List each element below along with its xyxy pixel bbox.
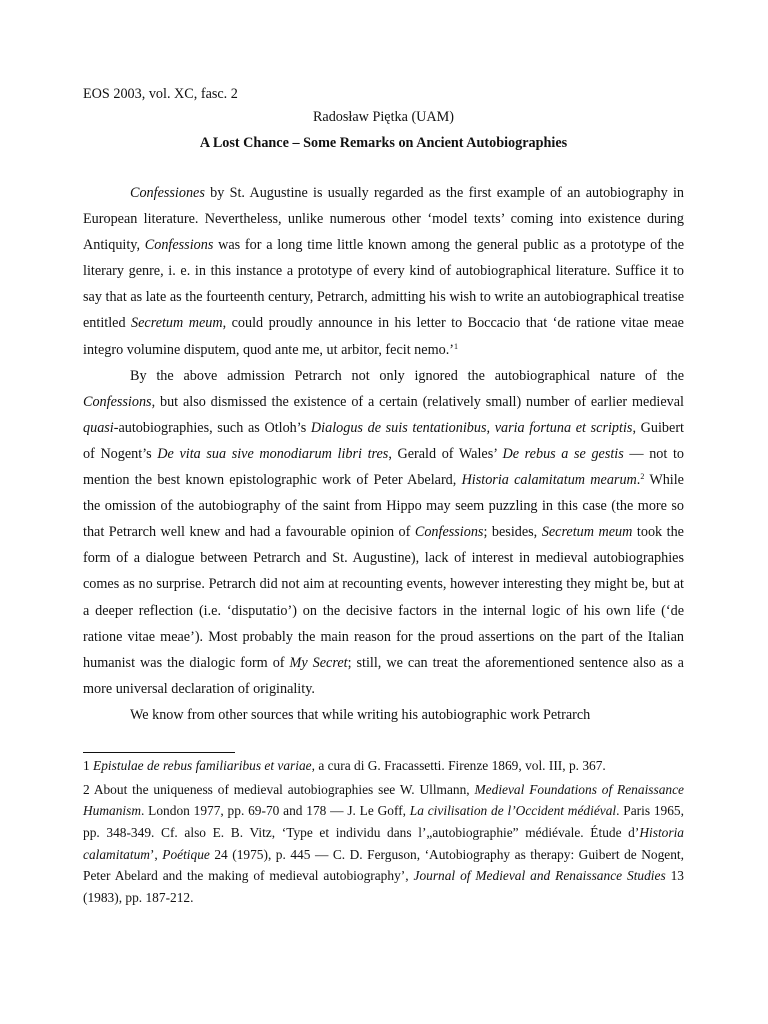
footnote-1 <box>83 755 684 777</box>
footnote-text: La civilisation de l’Occident médiéval <box>409 803 617 819</box>
paragraph-text: Dialogus de suis tentationibus, varia fortuna et scriptis <box>310 419 633 436</box>
paragraph-text: , Gerald of Wales’ <box>388 445 503 462</box>
paragraph-text: By the above admission Petrarch not only ignored the autobiographical nature of the <box>130 367 684 384</box>
paragraph-text: Secretum meum <box>131 315 223 332</box>
paragraph-text: . <box>636 472 641 489</box>
paragraph-text: , Guibert of Nogent’s <box>83 419 684 462</box>
paragraph-text: We know from other sources that while writing his autobiographic work Petrarch <box>130 706 591 723</box>
footnote-text: 13 (1983), pp. 187-212. <box>83 868 684 906</box>
paragraph-text: While the omission of the autobiography of the saint from Hippo may seem puzzling in this case (the more so that Petrarch well knew and had a favourable opinion of <box>83 472 684 541</box>
paragraph-1 <box>83 180 684 363</box>
paragraph-text: Confessions <box>144 237 214 254</box>
paragraph-text: Confessiones <box>130 185 205 201</box>
paragraph-text: Confessions <box>414 524 484 541</box>
paragraph-text: -autobiographies, such as Otloh’s <box>113 419 311 436</box>
footnote-text: 1 <box>83 757 94 773</box>
paragraph-text: was for a long time little known among the general public as a prototype of the literary genre, i. e. in this instance a prototype of every kind of autobiographical literature. Suffice it to say that as late as the fourteenth century, Petrarch, admitting his wish to write an autobiographical treatise entitled <box>83 237 685 332</box>
footnote-text: Journal of Medieval and Renaissance Studies <box>413 868 666 884</box>
footnote-ref-1[interactable]: 1 <box>453 341 458 351</box>
paragraph-text: took the form of a dialogue between Petrarch and St. Augustine), lack of interest in medieval autobiographies comes as no surprise. Petrarch did not aim at recounting events, however interesting they might be, but at a deeper reflection (i.e. ‘disputatio’) on the decisive factors in the internal logic of his own life (‘de ratione vitae meae’). Most probably the main reason for the proud assertions on the part of the Italian humanist was the dialogic form of <box>83 524 684 671</box>
footnotes <box>83 755 684 909</box>
footnote-text: . London 1977, pp. 69-70 and 178 — J. Le Goff, <box>141 803 410 819</box>
footnote-text: ’, <box>149 846 163 862</box>
footnote-2 <box>83 779 684 909</box>
paragraph-text: by St. Augustine is usually regarded as the first example of an autobiography in European literature. Nevertheless, unlike numerous other ‘model texts’ coming into existence during Antiquity, <box>83 185 684 254</box>
footnote-text: Historia calamitatum <box>83 825 684 862</box>
paragraph-2 <box>83 363 684 702</box>
article-title: A Lost Chance – Some Remarks on Ancient Autobiographies <box>199 135 568 151</box>
paragraph-text: quasi <box>83 419 114 436</box>
paragraph-text: De rebus a se gestis <box>502 445 624 462</box>
paragraph-text: Confessions <box>83 393 152 410</box>
footnote-text: Epistulae de rebus familiaribus et variae <box>93 757 312 773</box>
footnote-text: Medieval Foundations of Renaissance Humanism <box>83 781 684 819</box>
footnote-text: 24 (1975), p. 445 — C. D. Ferguson, ‘Autobiography as therapy: Guibert de Nogent, Peter Abelard and the making of medieval autobiography’, <box>83 846 684 884</box>
footnote-text: 2 About the uniqueness of medieval autobiographies see W. Ullmann, <box>83 781 475 797</box>
paragraph-text: ; still, we can treat the aforementioned sentence also as a more universal declaration of originality. <box>83 654 684 697</box>
footnote-text: Poétique <box>162 846 210 862</box>
footnote-text: , a cura di G. Fracassetti. Firenze 1869, vol. III, p. 367. <box>311 757 606 773</box>
paragraph-text: Secretum meum <box>541 524 633 541</box>
paragraph-text: My Secret <box>289 654 348 671</box>
paragraph-text: , but also dismissed the existence of a certain (relatively small) number of earlier medieval <box>151 393 684 410</box>
paragraph-text: , could proudly announce in his letter to Boccacio that ‘de ratione vitae meae integro volumine disputem, quod ante me, ut arbitor, fecit nemo.’ <box>83 315 684 358</box>
footnote-separator <box>83 752 235 753</box>
paragraph-text: ; besides, <box>483 524 542 541</box>
paragraph-text: De vita sua sive monodiarum libri tres <box>157 445 389 462</box>
paragraph-text: Historia calamitatum mearum <box>461 472 637 489</box>
journal-citation: EOS 2003, vol. XC, fasc. 2 <box>83 86 238 102</box>
paragraph-3 <box>83 702 684 728</box>
footnote-ref-2[interactable]: 2 <box>640 472 645 482</box>
article-body <box>83 180 684 728</box>
paragraph-text: — not to mention the best known epistolographic work of Peter Abelard, <box>83 445 684 489</box>
author-line: Radosław Piętka (UAM) <box>312 109 455 125</box>
footnote-text: . Paris 1965, pp. 348-349. Cf. also E. B. Vitz, ‘Type et individu dans l’„autobiographie” médiévale. Étude d’ <box>83 803 684 841</box>
